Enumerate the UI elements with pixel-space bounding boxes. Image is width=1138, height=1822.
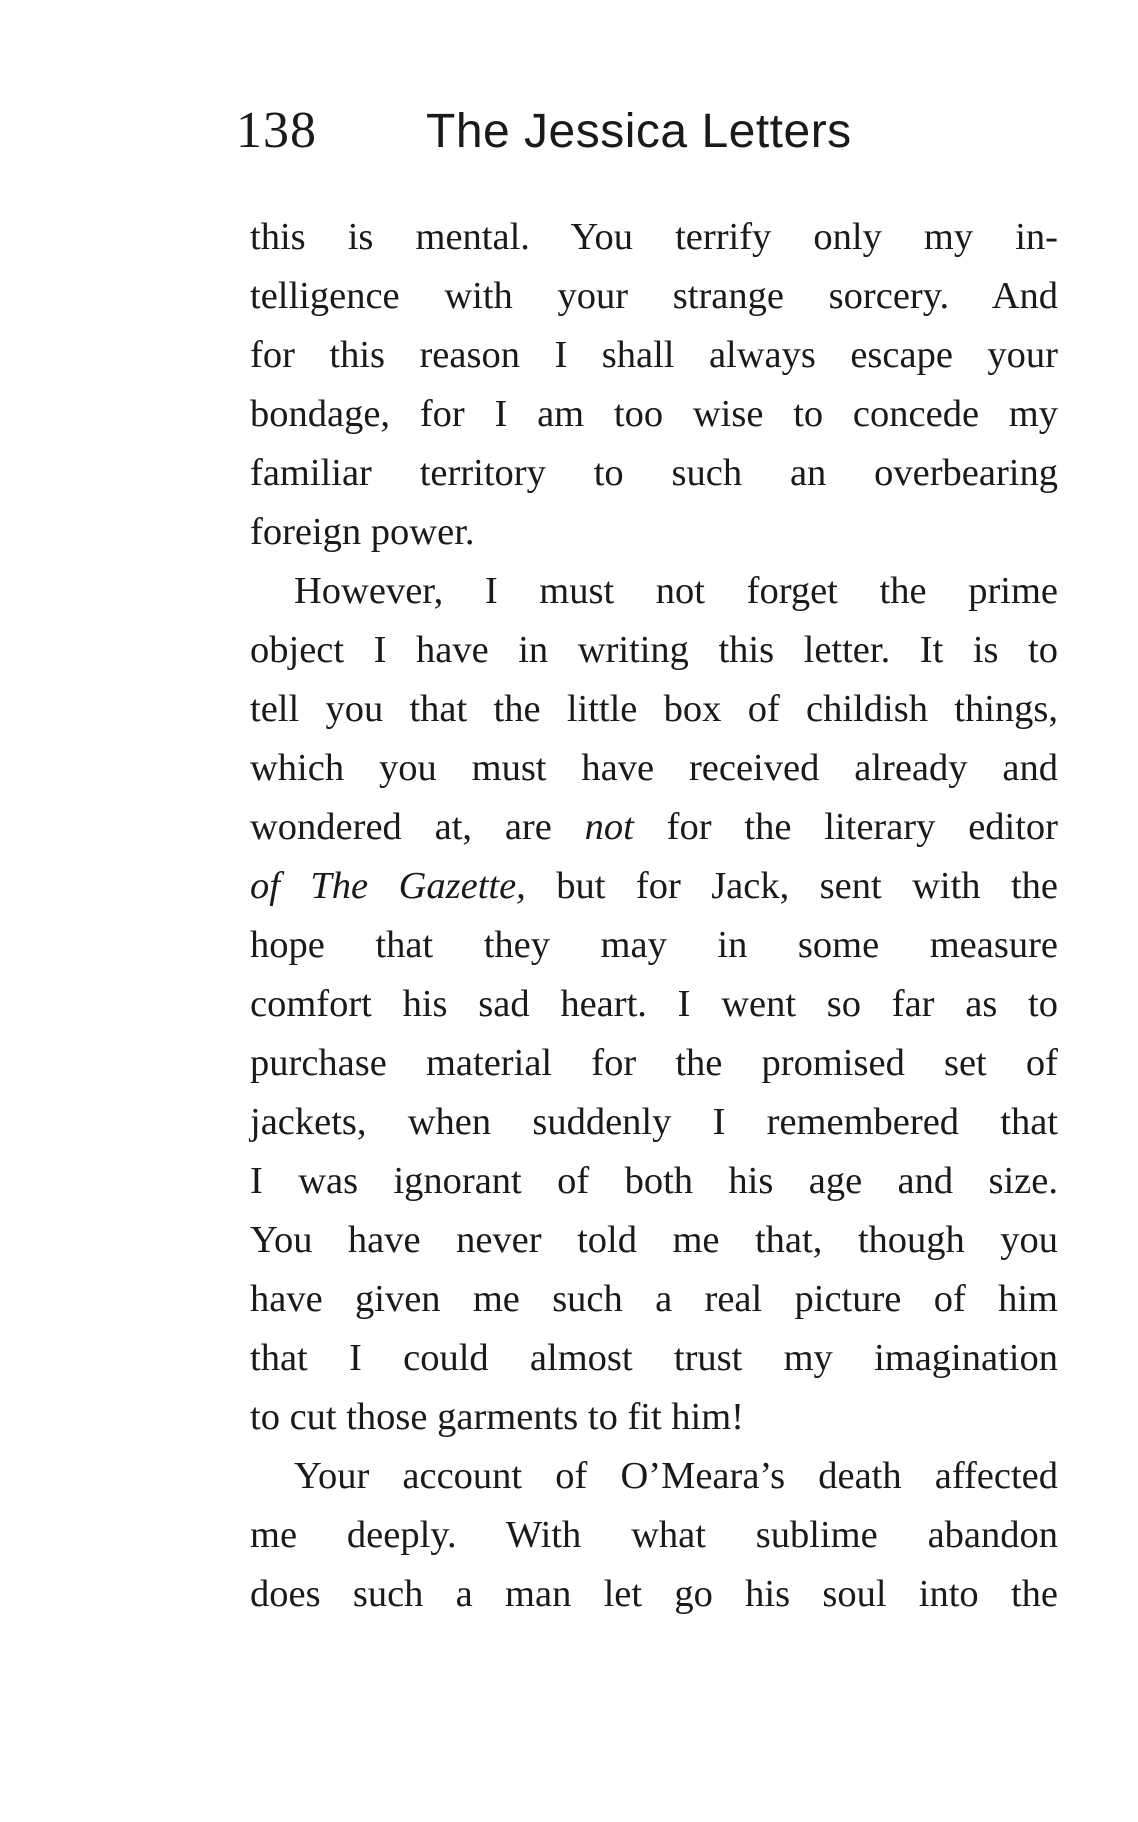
text-segment: Your account of O’Meara’s death affected [294,1455,1058,1497]
text-line [250,326,1058,385]
text-segment: for this reason I shall always escape your [250,334,1058,376]
running-title: The Jessica Letters [426,105,852,158]
text-segment: object I have in writing this letter. It is to [250,629,1058,671]
text-line [250,267,1058,326]
text-segment: foreign power. [250,511,475,553]
text-line [250,1447,1058,1506]
text-segment: bondage, for I am too wise to concede my [250,393,1058,435]
text-segment: wondered at, are [250,806,585,848]
text-line [250,208,1058,267]
text-segment: which you must have received already and [250,747,1058,789]
text-line [250,385,1058,444]
text-line [250,975,1058,1034]
text-segment: comfort his sad heart. I went so far as to [250,983,1058,1025]
text-segment: familiar territory to such an overbearing [250,452,1058,494]
page-number: 138 [236,102,317,159]
text-line [250,798,1058,857]
text-line [250,916,1058,975]
text-line [250,503,1058,562]
text-line [250,621,1058,680]
text-line [250,1388,1058,1447]
running-head [236,96,1076,166]
text-line [250,444,1058,503]
text-line [250,1034,1058,1093]
text-line [250,1270,1058,1329]
text-segment: jackets, when suddenly I remembered that [250,1101,1058,1143]
text-segment: tell you that the little box of childish things, [250,688,1058,730]
text-segment: hope that they may in some measure [250,924,1058,966]
text-segment: but for Jack, sent with the [525,865,1059,907]
text-segment: purchase material for the promised set of [250,1042,1058,1084]
text-line [250,562,1058,621]
italic-text: The Gazette, [310,865,526,907]
text-segment: to cut those garments to fit him! [250,1396,744,1438]
text-segment: have given me such a real picture of him [250,1278,1058,1320]
text-segment: However, I must not forget the prime [294,570,1058,612]
text-segment: me deeply. With what sublime abandon [250,1514,1058,1556]
text-segment: this is mental. You terrify only my in- [250,216,1058,258]
text-line [250,1329,1058,1388]
text-line [250,1093,1058,1152]
text-line [250,1506,1058,1565]
text-segment: does such a man let go his soul into the [250,1573,1058,1615]
text-line [250,857,1058,916]
text-line [250,739,1058,798]
text-line [250,680,1058,739]
text-line [250,1565,1058,1624]
text-line [250,1211,1058,1270]
text-segment: that I could almost trust my imagination [250,1337,1058,1379]
italic-text: not [584,806,634,848]
text-line [250,1152,1058,1211]
text-segment: You have never told me that, though you [250,1219,1058,1261]
text-segment: telligence with your strange sorcery. And [250,275,1058,317]
body-text [250,208,1058,1624]
text-segment: I was ignorant of both his age and size. [250,1160,1058,1202]
italic-text: of [250,865,311,907]
text-segment: for the literary editor [633,806,1058,848]
